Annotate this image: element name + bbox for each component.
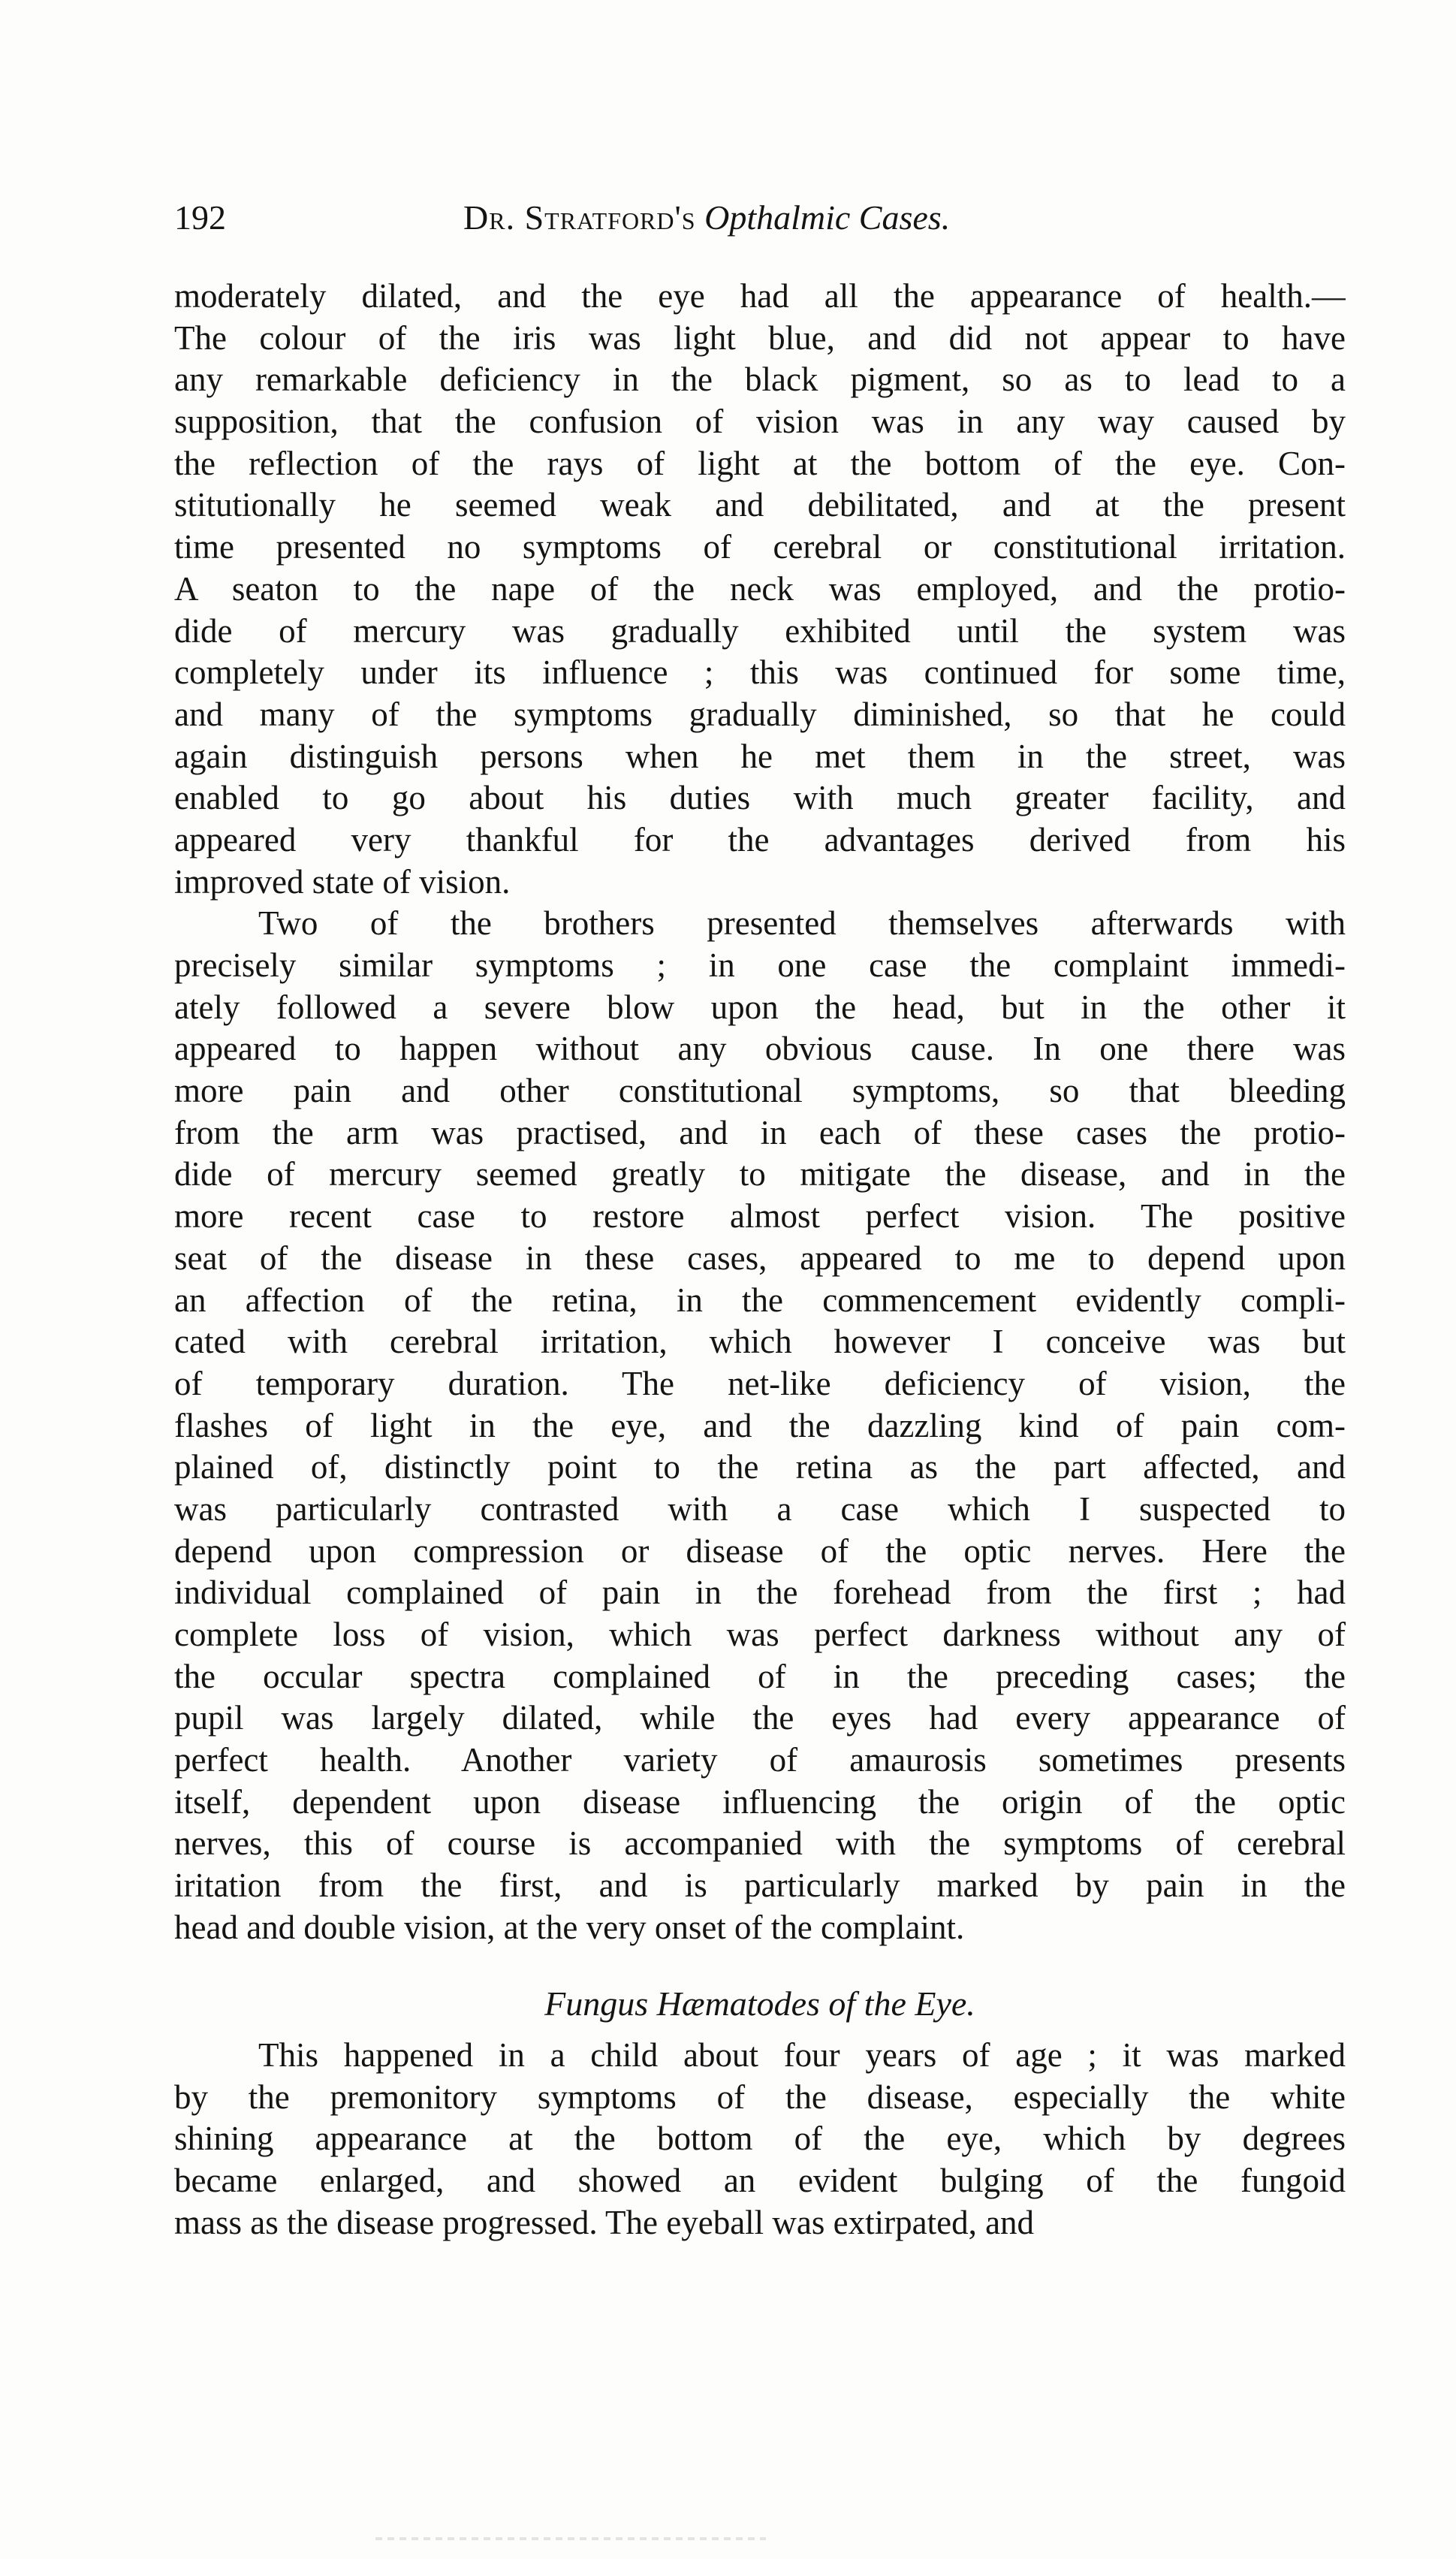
text-line: iritation from the first, and is particularly marked by pain in the (174, 1866, 1346, 1905)
section-body-text (174, 2035, 1346, 2244)
text-line: Two of the brothers presented themselves afterwards with (258, 904, 1346, 943)
text-line: enabled to go about his duties with much greater facility, and (174, 779, 1346, 817)
text-line: of temporary duration. The net-like deficiency of vision, the (174, 1364, 1346, 1402)
text-line: dide of mercury was gradually exhibited until the system was (174, 611, 1346, 650)
running-head-author: Dr. Stratford's (463, 198, 696, 237)
text-line: itself, dependent upon disease influencing the origin of the optic (174, 1782, 1346, 1821)
text-line: shining appearance at the bottom of the eye, which by degrees (174, 2120, 1346, 2158)
text-line: ately followed a severe blow upon the head, but in the other it (174, 988, 1346, 1026)
text-line: mass as the disease progressed. The eyeball was extirpated, and (174, 2203, 1035, 2241)
body-text (174, 276, 1346, 1949)
text-line: was particularly contrasted with a case which I suspected to (174, 1489, 1346, 1528)
text-line: plained of, distinctly point to the retina as the part affected, and (174, 1448, 1346, 1486)
running-head (463, 192, 950, 244)
text-line: more recent case to restore almost perfect vision. The positive (174, 1197, 1346, 1236)
text-line: an affection of the retina, in the commencement evidently compli- (174, 1281, 1346, 1319)
paragraph (174, 276, 1346, 903)
text-line: the reflection of the rays of light at the bottom of the eye. Con- (174, 444, 1346, 482)
running-head-title: Opthalmic Cases. (704, 198, 951, 237)
paragraph (174, 903, 1346, 1948)
text-line: A seaton to the nape of the neck was employed, and the protio- (174, 569, 1346, 608)
text-line: dide of mercury seemed greatly to mitigate the disease, and in the (174, 1155, 1346, 1193)
text-line: completely under its influence ; this was continued for some time, (174, 653, 1346, 692)
paragraph (174, 2035, 1346, 2244)
section-heading: Fungus Hæmatodes of the Eye. (544, 1984, 975, 2023)
text-line: moderately dilated, and the eye had all the appearance of health.— (174, 277, 1346, 315)
text-line: nerves, this of course is accompanied with the symptoms of cerebral (174, 1824, 1346, 1863)
text-line: again distinguish persons when he met them in the street, was (174, 737, 1346, 775)
text-line: precisely similar symptoms ; in one case the complaint immedi- (174, 946, 1346, 984)
text-line: time presented no symptoms of cerebral or constitutional irritation. (174, 528, 1346, 566)
text-line: head and double vision, at the very onset of the complaint. (174, 1908, 965, 1946)
text-line: supposition, that the confusion of vision was in any way caused by (174, 403, 1346, 441)
text-line: perfect health. Another variety of amaurosis sometimes presents (174, 1741, 1346, 1779)
text-line: The colour of the iris was light blue, and did not appear to have (174, 318, 1346, 357)
text-line: improved state of vision. (174, 862, 511, 901)
text-line: by the premonitory symptoms of the disease, especially the white (174, 2078, 1346, 2116)
text-line: seat of the disease in these cases, appeared to me to depend upon (174, 1239, 1346, 1277)
text-line: flashes of light in the eye, and the dazzling kind of pain com- (174, 1406, 1346, 1444)
text-line: appeared very thankful for the advantages derived from his (174, 820, 1346, 859)
text-line: This happened in a child about four years of age ; it was marked (258, 2036, 1346, 2074)
text-line: the occular spectra complained of in the preceding cases; the (174, 1657, 1346, 1695)
text-line: pupil was largely dilated, while the eyes had every appearance of (174, 1699, 1346, 1737)
page-number: 192 (174, 198, 226, 237)
text-line: complete loss of vision, which was perfect darkness without any of (174, 1616, 1346, 1653)
text-line: any remarkable deficiency in the black pigment, so as to lead to a (174, 361, 1346, 399)
text-line: appeared to happen without any obvious cause. In one there was (174, 1030, 1346, 1068)
page-header (174, 192, 1346, 244)
text-line: from the arm was practised, and in each of these cases the protio- (174, 1113, 1346, 1151)
text-line: became enlarged, and showed an evident bulging of the fungoid (174, 2162, 1346, 2200)
text-line: individual complained of pain in the forehead from the first ; had (174, 1574, 1346, 1612)
scan-artifact (375, 2537, 766, 2540)
text-line: cated with cerebral irritation, which however I conceive was but (174, 1323, 1346, 1361)
text-line: more pain and other constitutional symptoms, so that bleeding (174, 1072, 1346, 1110)
text-line: depend upon compression or disease of the optic nerves. Here the (174, 1531, 1346, 1570)
text-line: stitutionally he seemed weak and debilitated, and at the present (174, 486, 1346, 524)
text-line: and many of the symptoms gradually diminished, so that he could (174, 695, 1346, 733)
